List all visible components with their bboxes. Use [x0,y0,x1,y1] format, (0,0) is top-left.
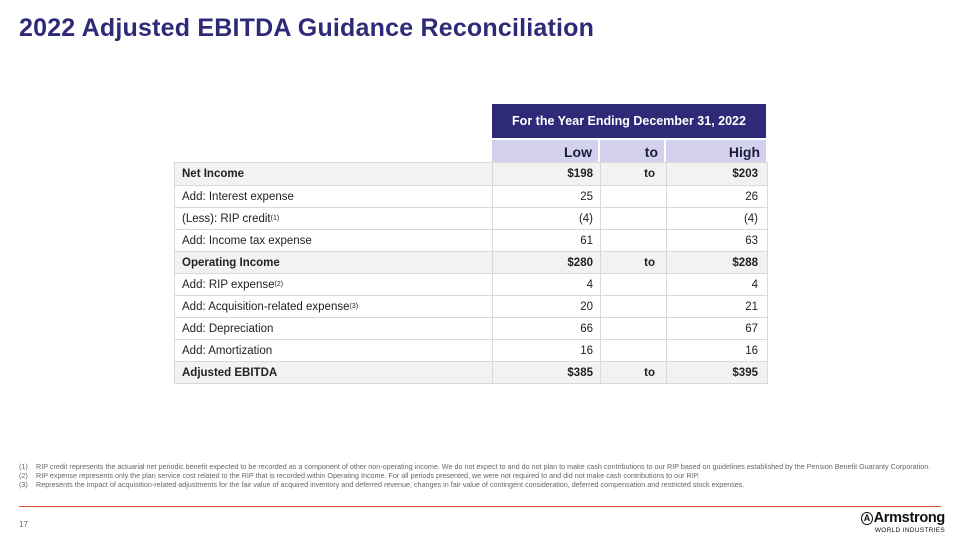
row-label-text: Add: Amortization [182,344,273,357]
low-value: 16 [493,340,601,361]
footnote-text: RIP credit represents the actuarial net periodic benefit expected to be recorded as a component of other non-operating income. We do not expect to and do not plan to make cash contributions to our RIP based on guidelines established by the Pension Benefit Guaranty Corporation. [36,462,931,471]
low-value: $280 [493,252,601,273]
row-label [175,340,493,361]
footnote-number: (1) [19,462,28,471]
footnote-text: Represents the impact of acquisition-related adjustments for the fair value of acquired inventory and deferred revenue, changes in fair value of contingent consideration, deferred compensation and restricted stock expenses. [36,480,745,489]
high-value: 21 [745,300,758,313]
footnote [19,462,939,471]
range-to [601,274,667,295]
table-row [175,317,767,339]
high-value: 63 [745,234,758,247]
logo-main-text: Armstrong [873,510,945,526]
table-row [175,163,767,185]
footnotes [19,462,939,489]
range-to [601,296,667,317]
low-value: $198 [493,163,601,185]
range-to: to [601,252,667,273]
high-value: $395 [732,366,758,379]
logo-circle-icon: A [861,512,873,525]
row-label [175,252,493,273]
row-label-text: Add: Income tax expense [182,234,312,247]
row-label [175,362,493,383]
footnote [19,471,939,480]
range-to [601,318,667,339]
low-value: 66 [493,318,601,339]
range-to [601,230,667,251]
table-row [175,295,767,317]
column-header-row [492,140,766,164]
high-value: 67 [745,322,758,335]
high-value: 16 [745,344,758,357]
row-label: (Less): RIP credit (1) [175,208,493,229]
column-header-low: Low [492,140,598,164]
row-label [175,163,493,185]
table-row [175,273,767,295]
row-label [175,230,493,251]
row-label [175,318,493,339]
high-value: (4) [743,212,758,225]
range-to [601,340,667,361]
row-label-text: Add: Acquisition-related expense [182,300,350,313]
high-value: $203 [732,168,758,180]
row-label: Add: RIP expense (2) [175,274,493,295]
footer-divider [19,506,941,507]
period-header: For the Year Ending December 31, 2022 [492,104,766,138]
row-label: Add: Acquisition-related expense (3) [175,296,493,317]
low-value: 20 [493,296,601,317]
footnote-number: (2) [19,471,28,480]
column-header-to: to [600,140,664,164]
footnote [19,480,939,489]
table-row [175,361,767,383]
footnote-number: (3) [19,480,28,489]
logo-subtitle: WORLD INDUSTRIES [874,527,945,534]
page-number: 17 [19,520,28,529]
row-label-text: Add: Depreciation [182,322,274,335]
range-to: to [601,362,667,383]
footnote-text: RIP expense represents only the plan service cost related to the RIP that is recorded within Operating Income. For all periods presented, we were not required to and did not make cash contributions to our RIP. [36,471,700,480]
row-label-text: Add: RIP expense [182,278,275,291]
table-row [175,339,767,361]
range-to [601,208,667,229]
low-value: $385 [493,362,601,383]
row-label-text: Operating Income [182,256,280,269]
row-label-text: Net Income [182,168,244,180]
row-label-text: Adjusted EBITDA [182,366,278,379]
column-header-high: High [666,140,766,164]
high-value: $288 [732,256,758,269]
table-row [175,229,767,251]
low-value: 61 [493,230,601,251]
row-label [175,186,493,207]
table-row [175,207,767,229]
row-label-text: (Less): RIP credit [182,212,271,225]
range-to: to [601,163,667,185]
low-value: 25 [493,186,601,207]
company-logo [861,510,945,536]
table-body [174,162,768,384]
table-row [175,185,767,207]
logo-wordmark [861,510,945,526]
table-row [175,251,767,273]
page-title: 2022 Adjusted EBITDA Guidance Reconciliation [19,14,595,42]
range-to [601,186,667,207]
low-value: (4) [493,208,601,229]
row-label-text: Add: Interest expense [182,190,294,203]
high-value: 26 [745,190,758,203]
high-value: 4 [751,278,758,291]
low-value: 4 [493,274,601,295]
